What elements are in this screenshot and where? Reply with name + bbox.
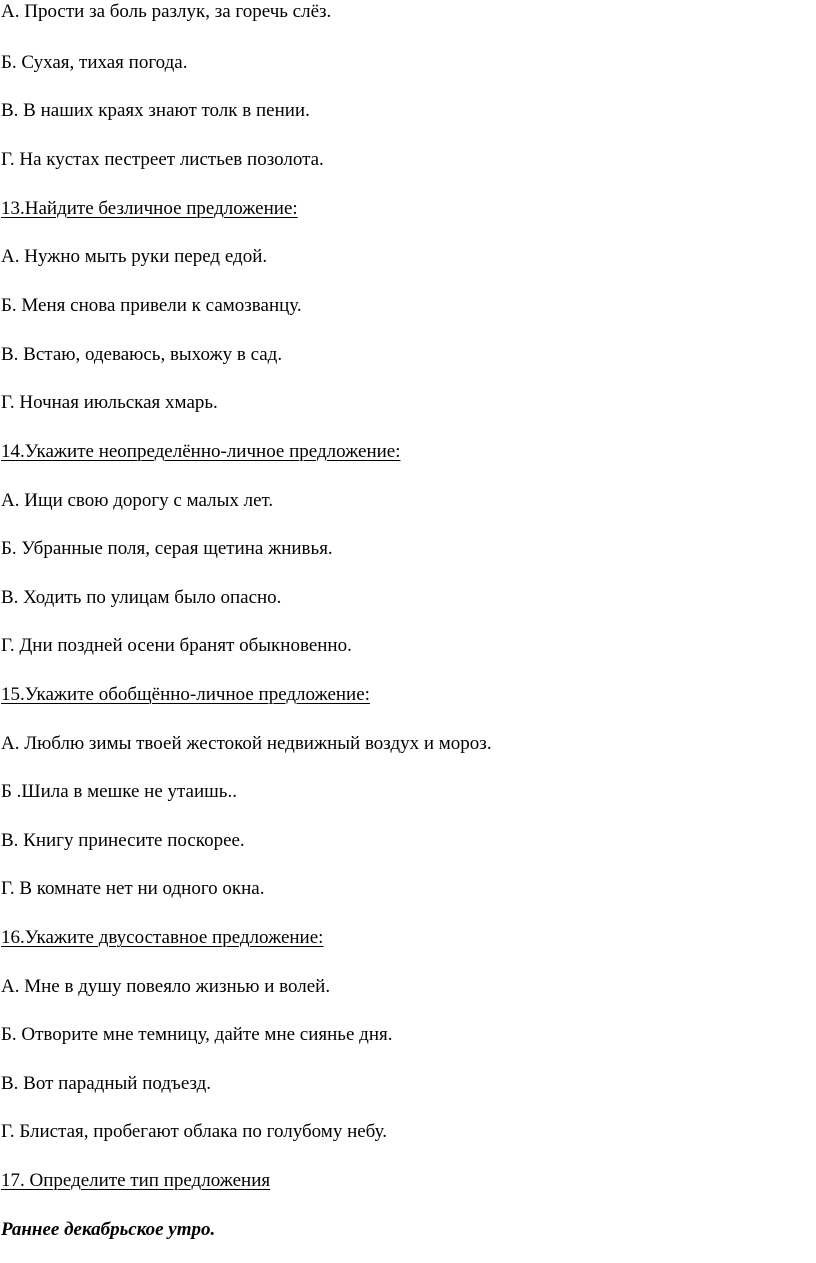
question-heading: 17. Определите тип предложения [1, 1170, 271, 1191]
answer-option: Г. Ночная июльская хмарь. [1, 392, 218, 413]
answer-option: В. В наших краях знают толк в пении. [1, 100, 310, 121]
answer-option: В. Вот парадный подъезд. [1, 1073, 212, 1094]
answer-option: Г. Блистая, пробегают облака по голубому небу. [1, 1121, 387, 1142]
question-heading: 14.Укажите неопределённо-личное предложение: [1, 441, 401, 462]
answer-option: А. Прости за боль разлук, за горечь слёз. [1, 1, 332, 22]
answer-option: Г. В комнате нет ни одного окна. [1, 878, 265, 899]
answer-option: А. Нужно мыть руки перед едой. [1, 246, 268, 267]
answer-option: Б. Сухая, тихая погода. [1, 52, 188, 73]
answer-option: А. Мне в душу повеяло жизнью и волей. [1, 976, 331, 997]
answer-option: Б. Меня снова привели к самозванцу. [1, 295, 302, 316]
answer-option: Б. Убранные поля, серая щетина жнивья. [1, 538, 333, 559]
question-heading: 16.Укажите двусоставное предложение: [1, 927, 324, 948]
answer-option: В. Встаю, одеваюсь, выхожу в сад. [1, 344, 283, 365]
answer-option: Г. На кустах пестреет листьев позолота. [1, 149, 324, 170]
answer-option: А. Люблю зимы твоей жестокой недвижный воздух и мороз. [1, 733, 492, 754]
question-heading: 15.Укажите обобщённо-личное предложение: [1, 684, 370, 705]
example-sentence: Раннее декабрьское утро. [1, 1219, 216, 1240]
answer-option: Б. Отворите мне темницу, дайте мне сиянье дня. [1, 1024, 393, 1045]
answer-option: В. Ходить по улицам было опасно. [1, 587, 282, 608]
answer-option: Б .Шила в мешке не утаишь.. [1, 781, 237, 802]
answer-option: Г. Дни поздней осени бранят обыкновенно. [1, 635, 352, 656]
answer-option: В. Книгу принесите поскорее. [1, 830, 245, 851]
answer-option: А. Ищи свою дорогу с малых лет. [1, 490, 274, 511]
question-heading: 13.Найдите безличное предложение: [1, 198, 298, 219]
